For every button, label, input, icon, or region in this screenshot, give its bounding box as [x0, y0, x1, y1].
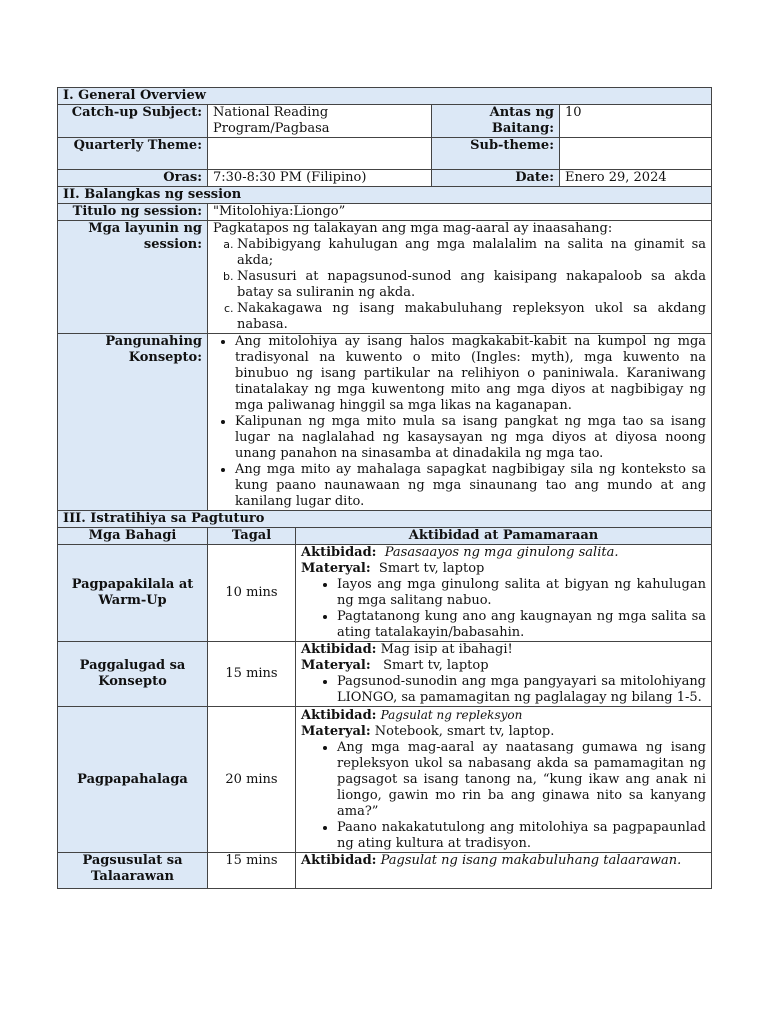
- concept-item: • Ang mga mito ay mahalaga sapagkat nagbibigay sila ng konteksto sa kung paano naunawaan ng mga sinaunang tao ang mundo at ang kanilang lugar dito.: [235, 462, 706, 510]
- objectives-intro: Pagkatapos ng talakayan ang mga mag-aaral ay inaasahang:: [213, 221, 613, 236]
- col-header-part: Mga Bahagi: [58, 528, 208, 545]
- step-item: • Iayos ang mga ginulong salita at bigyan ng kahulugan ng mga salitang nabuo.: [337, 577, 706, 609]
- time-warmup: 10 mins: [208, 545, 296, 642]
- sub-theme-value: [560, 138, 712, 170]
- session-objectives-cell: [208, 221, 712, 334]
- activity-text: Pasasaayos ng mga ginulong salita.: [384, 545, 619, 560]
- activity-journal-cell: [296, 853, 712, 889]
- session-title-label: Titulo ng session:: [58, 204, 208, 221]
- time-valuing: 20 mins: [208, 707, 296, 853]
- objectives-list: [213, 237, 706, 333]
- steps-list: [301, 740, 706, 852]
- material-label: Materyal:: [301, 658, 371, 673]
- step-item: • Pagsunod-sunodin ang mga pangyayari sa mitolohiyang LIONGO, sa pamamagitan ng paglalagay ng bilang 1-5.: [337, 674, 706, 706]
- activity-label: Aktibidad:: [301, 545, 377, 560]
- section-teaching-strategy: III. Istratihiya sa Pagtuturo: [58, 511, 712, 528]
- activity-label: Aktibidad:: [301, 642, 377, 657]
- time-label: Oras:: [58, 170, 208, 187]
- col-header-time: Tagal: [208, 528, 296, 545]
- session-objectives-label: Mga layunin ng session:: [58, 221, 208, 334]
- material-text: Smart tv, laptop: [383, 658, 489, 673]
- main-concept-label: Pangunahing Konsepto:: [58, 334, 208, 511]
- concept-item: • Kalipunan ng mga mito mula sa isang pangkat ng mga tao sa isang lugar na naglalahad ng kasaysayan ng mga diyos at diyosa noong unang panahon na sinasamba at dinadakila ng mga tao.: [235, 414, 706, 462]
- grade-level-value: 10: [560, 105, 712, 138]
- date-value: Enero 29, 2024: [560, 170, 712, 187]
- activity-label: Aktibidad:: [301, 853, 377, 868]
- activity-valuing-cell: [296, 707, 712, 853]
- material-text: Notebook, smart tv, laptop.: [374, 724, 555, 739]
- col-header-activity: Aktibidad at Pamamaraan: [296, 528, 712, 545]
- steps-list: [301, 577, 706, 641]
- objective-item: a. Nabibigyang kahulugan ang mga malalalim na salita na ginamit sa akda;: [237, 237, 706, 269]
- steps-list: [301, 674, 706, 706]
- part-concept-exploration: Paggalugad sa Konsepto: [58, 642, 208, 707]
- quarterly-theme-label: Quarterly Theme:: [58, 138, 208, 170]
- activity-warmup-cell: [296, 545, 712, 642]
- objective-item: c. Nakakagawa ng isang makabuluhang repleksyon ukol sa akdang nabasa.: [237, 301, 706, 333]
- step-item: • Paano nakakatutulong ang mitolohiya sa pagpapaunlad ng ating kultura at tradisyon.: [337, 820, 706, 852]
- session-title-value: "Mitolohiya:Liongo”: [208, 204, 712, 221]
- time-value: 7:30-8:30 PM (Filipino): [208, 170, 432, 187]
- time-journal: 15 mins: [208, 853, 296, 889]
- section-session-outline: II. Balangkas ng session: [58, 187, 712, 204]
- concept-item: • Ang mitolohiya ay isang halos magkakabit-kabit na kumpol ng mga tradisyonal na kuwento o mito (Ingles: myth), mga kuwento na binubuo ng isang partikular na relihiyon o paniniwala. Karaniwang tinatalakay ng mga kuwentong mito ang mga diyos at nagbibigay ng mga paliwanag hinggil sa mga likas na kaganapan.: [235, 334, 706, 414]
- section-general-overview: I. General Overview: [58, 88, 712, 105]
- main-concept-cell: [208, 334, 712, 511]
- step-item: • Ang mga mag-aaral ay naatasang gumawa ng isang repleksyon ukol sa nabasang akda sa pamamagitan ng pagsagot sa isang tanong na, “kung ikaw ang anak ni liongo, gawin mo rin ba ang ginawa nito sa kanyang ama?”: [337, 740, 706, 820]
- part-journal: Pagsusulat sa Talaarawan: [58, 853, 208, 889]
- material-label: Materyal:: [301, 561, 371, 576]
- catchup-subject-label: Catch-up Subject:: [58, 105, 208, 138]
- activity-text: Pagsulat ng isang makabuluhang talaarawan.: [380, 853, 682, 868]
- material-text: Smart tv, laptop: [378, 561, 485, 576]
- concept-list: [213, 334, 706, 510]
- time-concept-exploration: 15 mins: [208, 642, 296, 707]
- objective-item: b. Nasusuri at napagsunod-sunod ang kaisipang nakapaloob sa akda batay sa suliranin ng akda.: [237, 269, 706, 301]
- activity-label: Aktibidad:: [301, 708, 377, 723]
- sub-theme-label: Sub-theme:: [432, 138, 560, 170]
- catchup-subject-value: National Reading Program/Pagbasa: [208, 105, 432, 138]
- lesson-plan-table: [57, 87, 712, 889]
- part-valuing: Pagpapahalaga: [58, 707, 208, 853]
- date-label: Date:: [432, 170, 560, 187]
- activity-concept-exploration-cell: [296, 642, 712, 707]
- step-item: • Pagtatanong kung ano ang kaugnayan ng mga salita sa ating tatalakayin/babasahin.: [337, 609, 706, 641]
- material-label: Materyal:: [301, 724, 371, 739]
- activity-text: Pagsulat ng repleksyon: [380, 708, 523, 722]
- quarterly-theme-value: [208, 138, 432, 170]
- part-warmup: Pagpapakilala at Warm-Up: [58, 545, 208, 642]
- grade-level-label: Antas ng Baitang:: [432, 105, 560, 138]
- activity-text: Mag isip at ibahagi!: [380, 642, 513, 657]
